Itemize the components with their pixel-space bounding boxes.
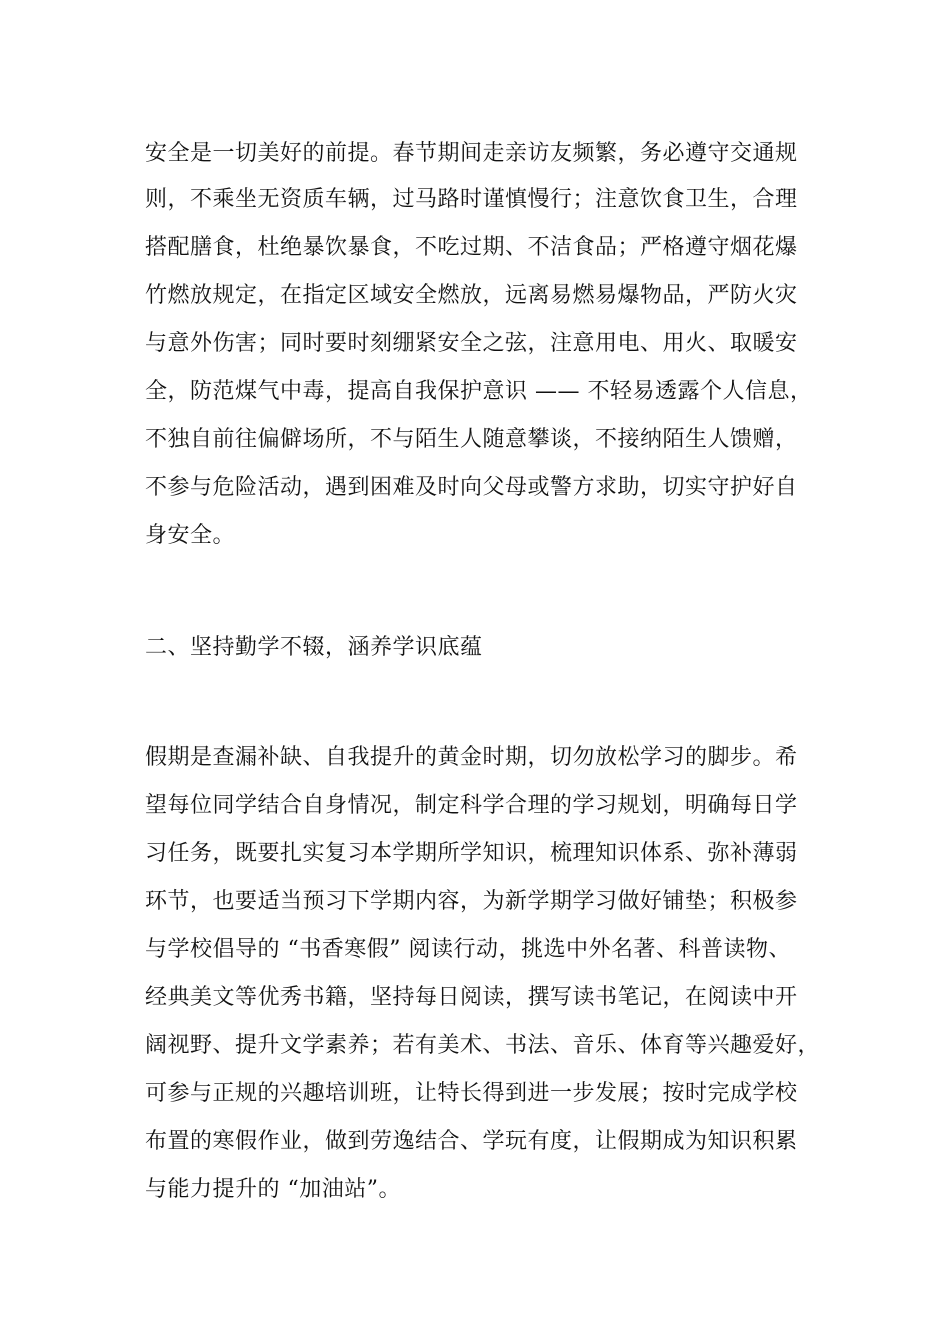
paragraph-1-line-7: 不独自前往偏僻场所，不与陌生人随意攀谈，不接纳陌生人馈赠， (145, 427, 798, 452)
paragraph-1-line-1: 安全是一切美好的前提。春节期间走亲访友频繁，务必遵守交通规 (145, 141, 798, 166)
paragraph-1-line-5: 与意外伤害；同时要时刻绷紧安全之弦，注意用电、用火、取暖安 (145, 331, 798, 356)
paragraph-1-line-6: 全，防范煤气中毒，提高自我保护意识 —— 不轻易透露个人信息， (145, 379, 813, 404)
paragraph-2-line-3: 习任务，既要扎实复习本学期所学知识，梳理知识体系、弥补薄弱 (145, 841, 798, 866)
paragraph-2-line-8: 可参与正规的兴趣培训班，让特长得到进一步发展；按时完成学校 (145, 1081, 798, 1106)
paragraph-2-line-9: 布置的寒假作业，做到劳逸结合、学玩有度，让假期成为知识积累 (145, 1129, 798, 1154)
paragraph-2-line-1: 假期是查漏补缺、自我提升的黄金时期，切勿放松学习的脚步。希 (145, 745, 798, 770)
paragraph-1-line-2: 则，不乘坐无资质车辆，过马路时谨慎慢行；注意饮食卫生，合理 (145, 187, 798, 212)
paragraph-2-line-5: 与学校倡导的 “书香寒假” 阅读行动，挑选中外名著、科普读物、 (145, 937, 791, 962)
paragraph-2-line-4: 环节，也要适当预习下学期内容，为新学期学习做好铺垫；积极参 (145, 889, 798, 914)
paragraph-1-line-4: 竹燃放规定，在指定区域安全燃放，远离易燃易爆物品，严防火灾 (145, 283, 798, 308)
paragraph-2-line-7: 阔视野、提升文学素养；若有美术、书法、音乐、体育等兴趣爱好， (145, 1033, 821, 1058)
section-heading: 二、坚持勤学不辍，涵养学识底蕴 (145, 635, 483, 660)
paragraph-2-line-6: 经典美文等优秀书籍，坚持每日阅读，撰写读书笔记，在阅读中开 (145, 985, 798, 1010)
paragraph-2-line-2: 望每位同学结合自身情况，制定科学合理的学习规划，明确每日学 (145, 793, 798, 818)
paragraph-2-line-10: 与能力提升的 “加油站”。 (145, 1177, 401, 1202)
paragraph-1-line-3: 搭配膳食，杜绝暴饮暴食，不吃过期、不洁食品；严格遵守烟花爆 (145, 235, 798, 260)
paragraph-1-line-8: 不参与危险活动，遇到困难及时向父母或警方求助，切实守护好自 (145, 475, 798, 500)
paragraph-1-line-9: 身安全。 (145, 523, 236, 548)
